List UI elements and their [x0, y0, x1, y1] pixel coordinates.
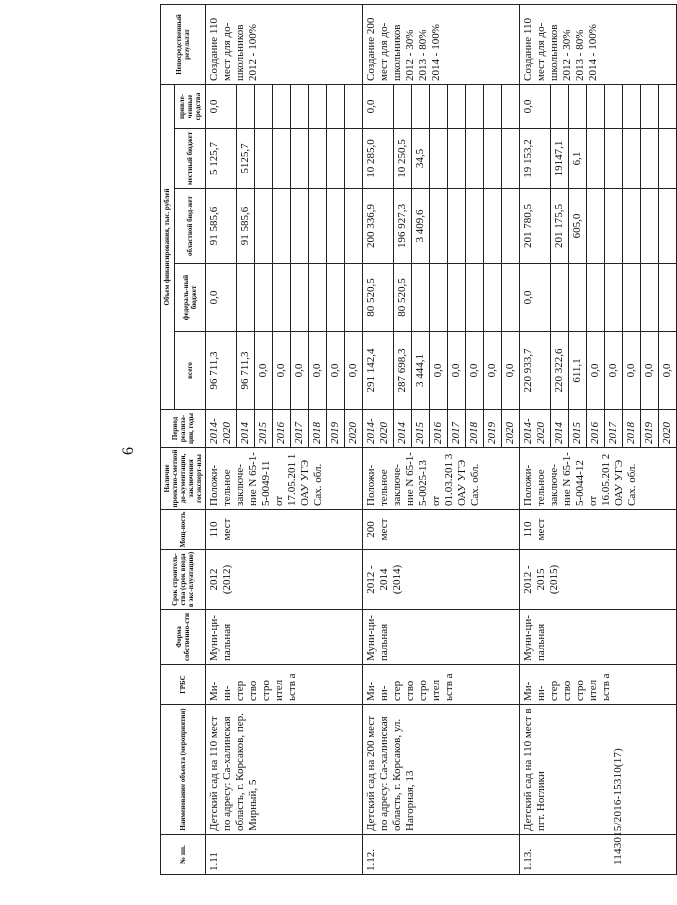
summary-attracted: 0,0: [520, 84, 551, 128]
year-federal: [345, 264, 363, 332]
object-ownership: Муни-ци-пальная: [363, 610, 520, 665]
year-local: 19147,1: [551, 129, 569, 189]
year-regional: [255, 189, 273, 264]
year-regional: [659, 189, 677, 264]
year-attracted: [430, 84, 448, 128]
summary-attracted: 0,0: [206, 84, 237, 128]
year-federal: [309, 264, 327, 332]
year-cell: 2015: [412, 410, 430, 448]
year-local: [291, 129, 309, 189]
object-result: Создание 200 мест для до-школьников 2012 - 30% 2013 - 80% 2014 - 100%: [363, 4, 520, 84]
page-number: 6: [120, 447, 137, 455]
year-regional: 605,0: [569, 189, 587, 264]
year-cell: 2015: [255, 410, 273, 448]
summary-attracted: 0,0: [363, 84, 394, 128]
year-attracted: [659, 84, 677, 128]
year-attracted: [291, 84, 309, 128]
year-regional: [466, 189, 484, 264]
year-federal: 80 520,5: [394, 264, 412, 332]
year-attracted: [309, 84, 327, 128]
year-total: 0,0: [659, 332, 677, 410]
header-name: Наименование объекта (мероприятия): [161, 705, 206, 835]
year-local: [448, 129, 466, 189]
object-grbs: Ми-ни-стер ство стро ител ьств а: [520, 665, 677, 705]
year-cell: 2017: [448, 410, 466, 448]
financing-table: [160, 4, 677, 875]
header-docs: Наличие проектно-сметной до-кументации, заключения госэксперт-изы: [161, 448, 206, 510]
year-cell: 2020: [345, 410, 363, 448]
year-regional: [484, 189, 502, 264]
year-attracted: [551, 84, 569, 128]
year-cell: 2014: [237, 410, 255, 448]
object-capacity: 110 мест: [520, 510, 677, 550]
year-total: 3 444,1: [412, 332, 430, 410]
object-capacity: 200 мест: [363, 510, 520, 550]
object-build-period: 2012 - 2015 (2015): [520, 550, 677, 610]
year-attracted: [448, 84, 466, 128]
object-name: Детский сад на 110 мест в пгт. Ноглики: [520, 705, 677, 835]
summary-period: 2014-2020: [520, 410, 551, 448]
year-total: 0,0: [587, 332, 605, 410]
year-cell: 2015: [569, 410, 587, 448]
year-federal: [273, 264, 291, 332]
year-local: [430, 129, 448, 189]
year-total: 0,0: [484, 332, 502, 410]
header-ownership: Форма собственно-сти: [161, 610, 206, 665]
year-regional: 3 409,6: [412, 189, 430, 264]
year-federal: [466, 264, 484, 332]
year-local: [502, 129, 520, 189]
year-total: 611,1: [569, 332, 587, 410]
year-total: 0,0: [502, 332, 520, 410]
year-attracted: [466, 84, 484, 128]
year-federal: [502, 264, 520, 332]
header-regional: областной бюд-жет: [174, 189, 205, 264]
year-cell: 2019: [327, 410, 345, 448]
year-total: 0,0: [605, 332, 623, 410]
summary-period: 2014-2020: [363, 410, 394, 448]
year-attracted: [273, 84, 291, 128]
object-number: 1.13.: [520, 835, 677, 875]
year-cell: 2017: [605, 410, 623, 448]
summary-local: 19 153,2: [520, 129, 551, 189]
year-federal: [551, 264, 569, 332]
year-federal: [291, 264, 309, 332]
year-regional: 91 585,6: [237, 189, 255, 264]
summary-local: 5 125,7: [206, 129, 237, 189]
year-regional: [273, 189, 291, 264]
object-name: Детский сад на 110 мест по адресу: Са-халинская область, г. Корсаков, пер. Мирный, 5: [206, 705, 363, 835]
header-grbs: ГРБС: [161, 665, 206, 705]
header-local: местный бюджет: [174, 129, 205, 189]
year-federal: [412, 264, 430, 332]
year-cell: 2016: [273, 410, 291, 448]
year-total: 0,0: [345, 332, 363, 410]
object-grbs: Ми-ни-стер ство стро ител ьств а: [363, 665, 520, 705]
object-ownership: Муни-ци-пальная: [520, 610, 677, 665]
year-local: [605, 129, 623, 189]
year-regional: 196 927,3: [394, 189, 412, 264]
year-attracted: [394, 84, 412, 128]
year-total: 287 698,3: [394, 332, 412, 410]
header-period: Период реализа-ции, годы: [161, 410, 206, 448]
summary-regional: 200 336,9: [363, 189, 394, 264]
year-cell: 2017: [291, 410, 309, 448]
year-federal: [587, 264, 605, 332]
header-total: всего: [174, 332, 205, 410]
year-regional: [291, 189, 309, 264]
year-total: 0,0: [466, 332, 484, 410]
year-local: [659, 129, 677, 189]
year-attracted: [484, 84, 502, 128]
header-result: Непосредственный результат: [161, 4, 206, 84]
year-federal: [327, 264, 345, 332]
year-attracted: [569, 84, 587, 128]
object-result: Создание 110 мест для до-школьников 2012 - 30% 2013 - 80% 2014 - 100%: [520, 4, 677, 84]
year-federal: [448, 264, 466, 332]
summary-local: 10 285,0: [363, 129, 394, 189]
summary-federal: 0,0: [520, 264, 551, 332]
year-cell: 2014: [551, 410, 569, 448]
year-local: [466, 129, 484, 189]
year-total: 96 711,3: [237, 332, 255, 410]
summary-regional: 201 780,5: [520, 189, 551, 264]
year-total: 0,0: [291, 332, 309, 410]
year-regional: [623, 189, 641, 264]
year-local: [327, 129, 345, 189]
object-number: 1.12.: [363, 835, 520, 875]
year-regional: [641, 189, 659, 264]
year-total: 0,0: [273, 332, 291, 410]
year-total: 0,0: [309, 332, 327, 410]
year-regional: [587, 189, 605, 264]
summary-regional: 91 585,6: [206, 189, 237, 264]
year-attracted: [587, 84, 605, 128]
year-cell: 2020: [659, 410, 677, 448]
year-local: [309, 129, 327, 189]
year-regional: [502, 189, 520, 264]
header-num: № пп.: [161, 835, 206, 875]
footer-code: 1143015/2016-15310(17): [612, 747, 624, 865]
year-regional: [309, 189, 327, 264]
year-federal: [255, 264, 273, 332]
year-regional: 201 175,5: [551, 189, 569, 264]
summary-period: 2014-2020: [206, 410, 237, 448]
object-number: 1.11: [206, 835, 363, 875]
object-ownership: Муни-ци-пальная: [206, 610, 363, 665]
header-attracted: привле-ченные средства: [174, 84, 205, 128]
year-local: [273, 129, 291, 189]
year-federal: [659, 264, 677, 332]
year-local: 5125,7: [237, 129, 255, 189]
object-grbs: Ми-ни-стер ство стро ител ьств а: [206, 665, 363, 705]
object-summary-row: [520, 4, 551, 874]
year-total: 0,0: [641, 332, 659, 410]
object-build-period: 2012 - 2014 (2014): [363, 550, 520, 610]
object-summary-row: [363, 4, 394, 874]
year-federal: [484, 264, 502, 332]
year-attracted: [345, 84, 363, 128]
year-local: 34,5: [412, 129, 430, 189]
year-cell: 2018: [309, 410, 327, 448]
year-total: 0,0: [623, 332, 641, 410]
year-total: 220 322,6: [551, 332, 569, 410]
year-total: 0,0: [255, 332, 273, 410]
year-cell: 2016: [587, 410, 605, 448]
year-cell: 2016: [430, 410, 448, 448]
year-cell: 2018: [623, 410, 641, 448]
year-federal: [641, 264, 659, 332]
year-local: [255, 129, 273, 189]
year-local: [345, 129, 363, 189]
header-federal: федераль-ный бюджет: [174, 264, 205, 332]
object-expertise: Положи-тельное заключе-ние N 65-1-5-0044-12 от 16.05.201 2 ОАУ УГЭ Сах. обл.: [520, 448, 677, 510]
year-federal: [623, 264, 641, 332]
year-total: 0,0: [448, 332, 466, 410]
year-federal: [430, 264, 448, 332]
header-financing: Объем финансирования, тыс. рублей: [161, 84, 175, 409]
summary-total: 291 142,4: [363, 332, 394, 410]
year-regional: [605, 189, 623, 264]
year-regional: [345, 189, 363, 264]
object-summary-row: [206, 4, 237, 874]
year-local: [587, 129, 605, 189]
year-attracted: [412, 84, 430, 128]
year-regional: [430, 189, 448, 264]
year-cell: 2018: [466, 410, 484, 448]
year-federal: [605, 264, 623, 332]
summary-federal: 80 520,5: [363, 264, 394, 332]
object-build-period: 2012 (2012): [206, 550, 363, 610]
year-total: 0,0: [430, 332, 448, 410]
year-local: [623, 129, 641, 189]
year-total: 0,0: [327, 332, 345, 410]
year-cell: 2019: [641, 410, 659, 448]
year-attracted: [255, 84, 273, 128]
summary-total: 96 711,3: [206, 332, 237, 410]
year-regional: [448, 189, 466, 264]
summary-federal: 0,0: [206, 264, 237, 332]
year-attracted: [502, 84, 520, 128]
header-build: Срок строитель-ства (срок ввода в экс-плуатацию): [161, 550, 206, 610]
year-local: 6,1: [569, 129, 587, 189]
year-attracted: [605, 84, 623, 128]
year-attracted: [641, 84, 659, 128]
header-row-1: [161, 4, 175, 874]
year-attracted: [327, 84, 345, 128]
object-result: Создание 110 мест для до-школьников 2012 - 100%: [206, 4, 363, 84]
summary-total: 220 933,7: [520, 332, 551, 410]
year-local: 10 250,5: [394, 129, 412, 189]
year-federal: [237, 264, 255, 332]
year-attracted: [237, 84, 255, 128]
year-cell: 2020: [502, 410, 520, 448]
year-local: [641, 129, 659, 189]
object-capacity: 110 мест: [206, 510, 363, 550]
year-cell: 2014: [394, 410, 412, 448]
year-attracted: [623, 84, 641, 128]
object-expertise: Положи-тельное заключе-ние N 65-1-5-0025-13 от 01.03.201 3 ОАУ УГЭ Сах. обл.: [363, 448, 520, 510]
year-cell: 2019: [484, 410, 502, 448]
year-local: [484, 129, 502, 189]
year-regional: [327, 189, 345, 264]
object-expertise: Положи-тельное заключе-ние N 65-1-5-0049-11 от 17.05.201 1 ОАУ УГЭ Сах. обл.: [206, 448, 363, 510]
year-federal: [569, 264, 587, 332]
object-name: Детский сад на 200 мест по адресу: Са-халинская область, г. Корсаков, ул. Нагорная, 13: [363, 705, 520, 835]
header-capacity: Мощ-ность: [161, 510, 206, 550]
